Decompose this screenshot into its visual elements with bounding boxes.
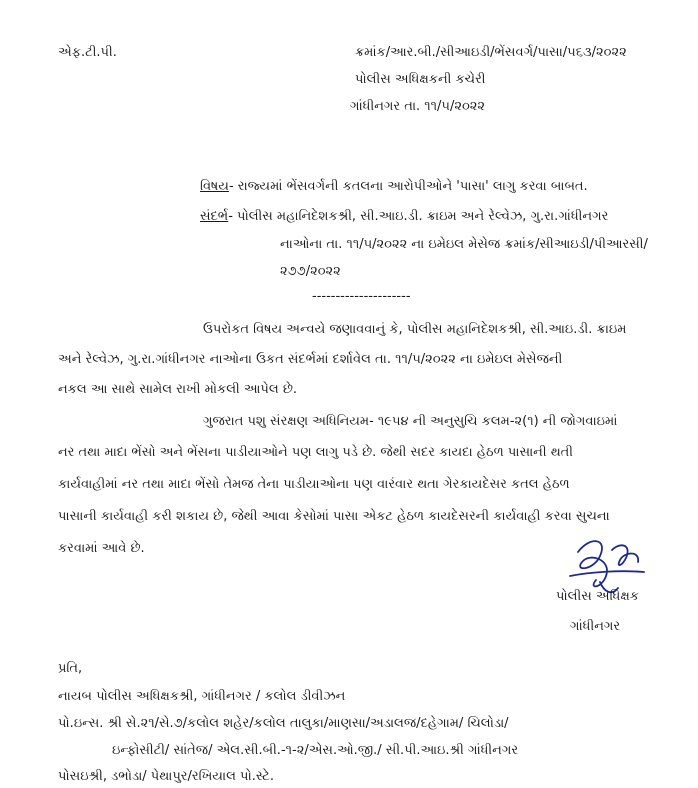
recipient-line-1: નાયબ પોલીસ અધિક્ષકશ્રી, ગાંધીનગર / કલોલ ડીવીઝન <box>58 689 346 704</box>
office-name: પોલીસ અધિક્ષકની કચેરી <box>355 72 486 87</box>
recipient-line-2: પો.ઇન્સ. શ્રી સે.૨૧/સે.૭/કલોલ શહેર/કલોલ તાલુકા/માણસા/અડાલજ/દહેગામ/ ચિલોડા/ <box>58 716 509 731</box>
separator-line: --------------------- <box>312 289 411 304</box>
body-paragraph-1-line-1: ઉપરોકત વિષય અન્વયે જણાવવાનું કે, પોલીસ મહાનિદેશકશ્રી, સી.આઇ.ડી. ક્રાઇમ <box>203 322 627 337</box>
reference-line-3: ૨૭૭/૨૦૨૨ <box>280 264 341 279</box>
reference-number: ક્રમાંક/આર.બી./સીઆઇડી/ભેંસવર્ગ/પાસા/૫૬૩/૨૦૨૨ <box>355 45 627 60</box>
reference-line-1 <box>200 210 608 223</box>
copy-mark: એફ.ટી.પી. <box>58 45 117 60</box>
reference-label: સંદર્ભ <box>200 209 229 224</box>
subject-line <box>200 180 588 193</box>
signatory-place: ગાંધીનગર <box>570 619 621 634</box>
recipient-line-3: ઇન્ફોસીટી/ સાંતેજ/ એલ.સી.બી.-૧-૨/એસ.ઓ.જી./ સી.પી.આઇ.શ્રી ગાંધીનગર <box>112 743 519 758</box>
body-paragraph-2-line-4: પાસાની કાર્યવાહી કરી શકાય છે, જેથી આવા કેસોમાં પાસા એકટ હેઠળ કાયદેસરની કાર્યવાહી કરવા સુચના <box>58 509 610 524</box>
signatory-title: પોલીસ અધિક્ષક <box>556 589 639 604</box>
to-label: પ્રતિ, <box>58 661 83 676</box>
body-paragraph-2-line-3: કાર્યવાહીમાં નર તથા માદા ભેંસો તેમજ તેના પાડીયાઓના પણ વારંવાર થતા ગેરકાયદેસર કતલ હેઠળ <box>58 477 570 492</box>
body-paragraph-2-line-5: કરવામાં આવે છે. <box>58 541 145 556</box>
subject-label: વિષય <box>200 179 229 194</box>
place-and-date: ગાંધીનગર તા. ૧૧/૫/૨૦૨૨ <box>350 99 486 114</box>
body-paragraph-1-line-3: નકલ આ સાથે સામેલ રાખી મોકલી આપેલ છે. <box>58 382 298 397</box>
body-paragraph-2-line-2: નર તથા માદા ભેંસો અને ભેંસના પાડીયાઓને પણ લાગુ પડે છે. જેથી સદર કાયદા હેઠળ પાસાની થતી <box>58 445 574 460</box>
subject-text: - રાજ્યમાં ભેંસવર્ગની કતલના આરોપીઓને 'પાસા' લાગુ કરવા બાબત. <box>228 179 588 194</box>
reference-text-1: - પોલીસ મહાનિદેશકશ્રી, સી.આઇ.ડી. ક્રાઇમ અને રેલ્વેઝ, ગુ.રા.ગાંધીનગર <box>228 209 609 224</box>
body-paragraph-1-line-2: અને રેલ્વેઝ, ગુ.રા.ગાંધીનગર નાઓના ઉકત સંદર્ભમાં દર્શાવેલ તા. ૧૧/૫/૨૦૨૨ ના ઇમેઇલ મેસેજની <box>58 352 563 367</box>
reference-line-2: નાઓના તા. ૧૧/૫/૨૦૨૨ ના ઇમેઇલ મેસેજ ક્રમાંક/સીઆઇડી/પીઆરસી/ <box>280 237 648 252</box>
body-paragraph-2-line-1: ગુજરાત પશુ સંરક્ષણ અધિનિયમ- ૧૯૫૪ ની અનુસુચિ કલમ-૨(૧) ની જોગવાઇમાં <box>203 414 618 429</box>
recipient-line-4: પોસઇશ્રી, ડભોડા/ પેથાપુર/રખિયાલ પો.સ્ટે. <box>58 769 274 784</box>
